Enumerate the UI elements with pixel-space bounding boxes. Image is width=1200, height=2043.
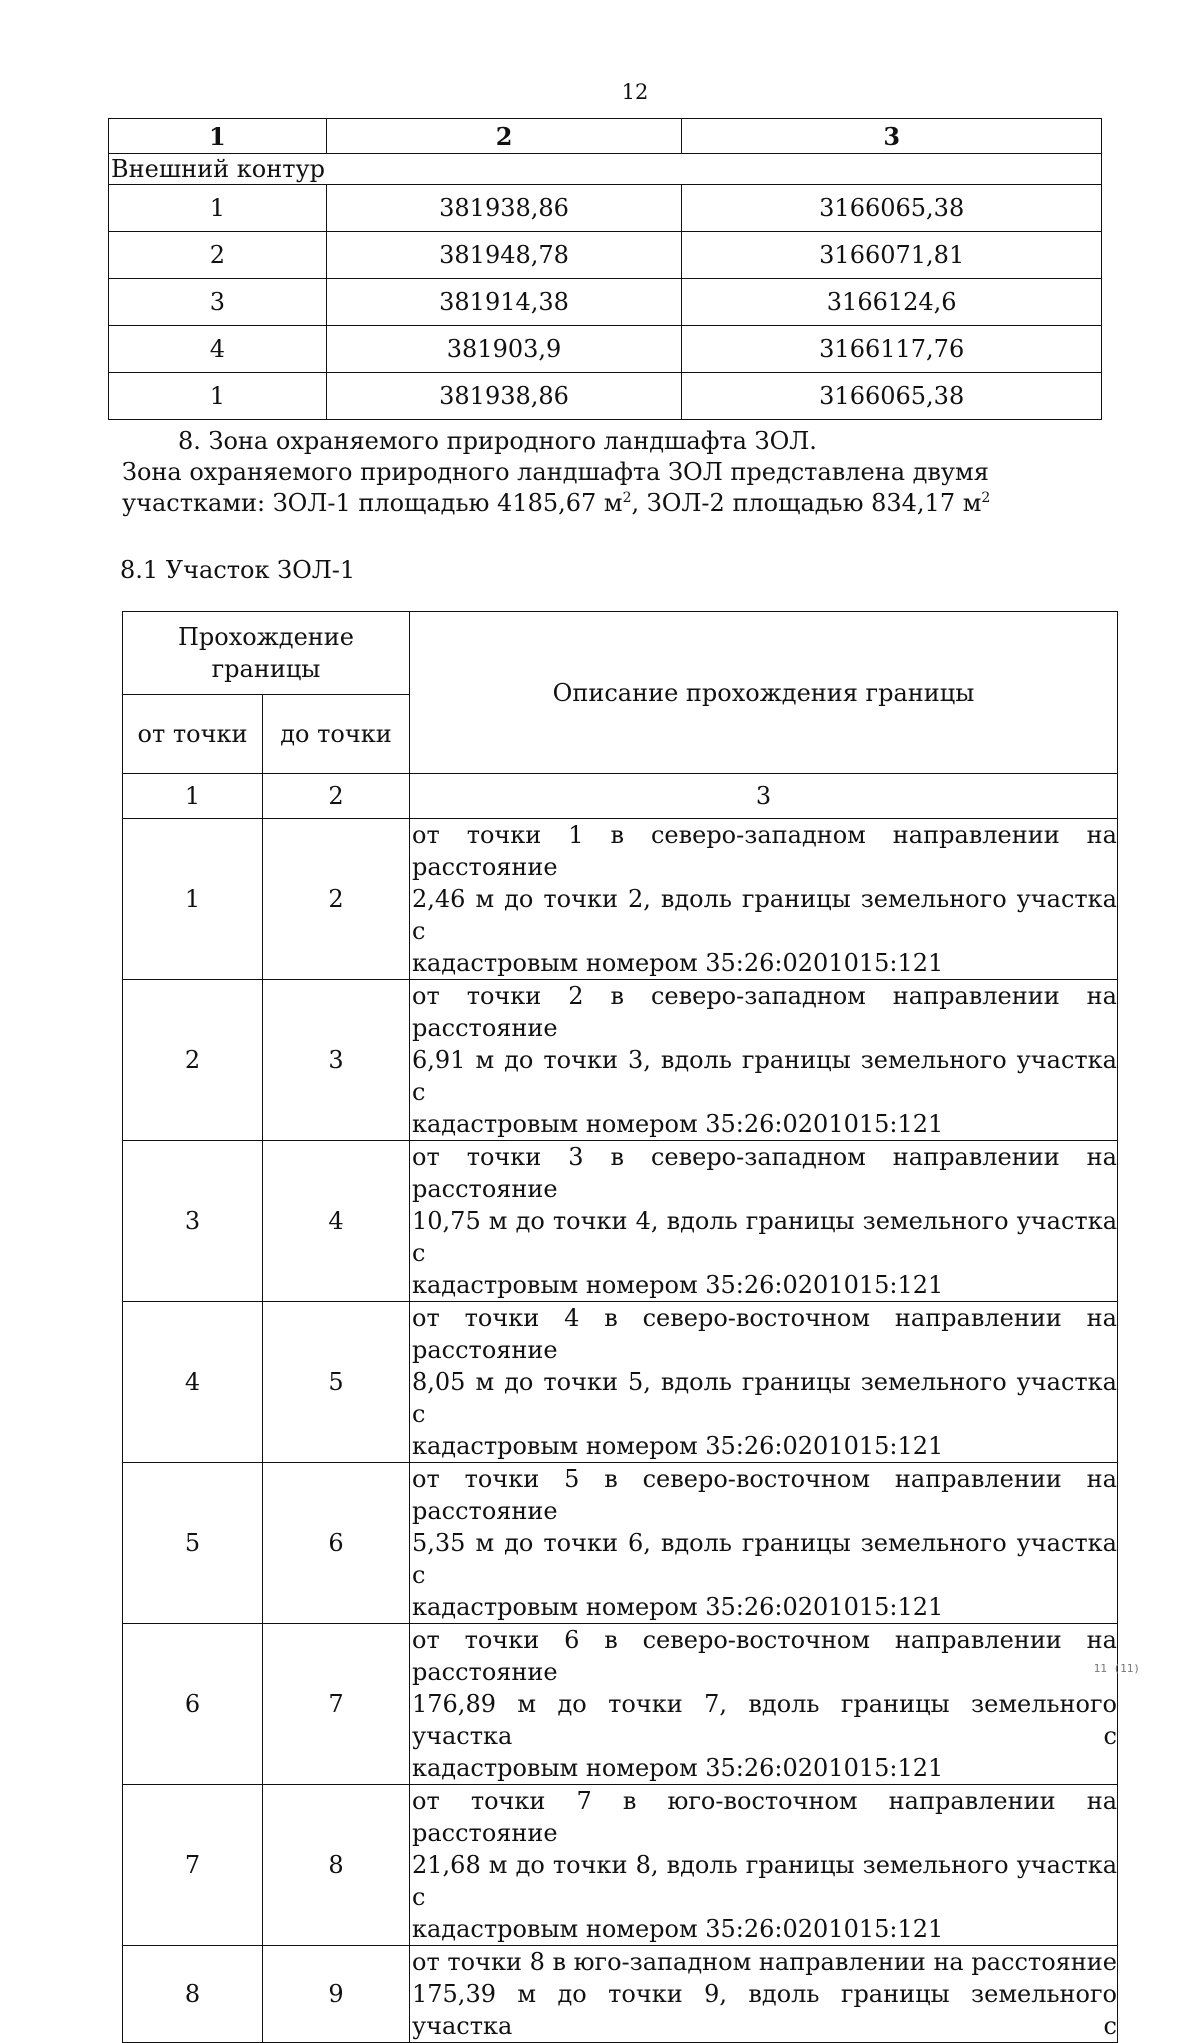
table-cell: 1 [109,373,327,420]
column-number: 2 [263,774,410,819]
table-row [123,1785,1118,1946]
table-cell: 3166065,38 [682,185,1102,232]
description-header: Описание прохождения границы [410,612,1118,774]
passage-header: Прохождение границы [123,612,410,695]
coordinates-header-cell: 2 [326,119,682,154]
description-line: кадастровым номером 35:26:0201015:121 [412,1915,944,1943]
table-row [123,819,1118,980]
to-point-cell: 6 [263,1463,410,1624]
description-line: кадастровым номером 35:26:0201015:121 [412,1593,944,1621]
from-point-cell: 7 [123,1785,263,1946]
table-cell: 3166124,6 [682,279,1102,326]
description-line: от точки 5 в северо-восточном направлении на расстояние [412,1465,1117,1525]
page-number: 12 [621,80,649,104]
description-line: кадастровым номером 35:26:0201015:121 [412,949,944,977]
from-point-cell: 6 [123,1624,263,1785]
section-text-part: Зона охраняемого природного ландшафта ЗОЛ представлена двумя участками: ЗОЛ-1 площадью 4185,67 м [122,458,989,517]
coordinates-header-cell: 3 [682,119,1102,154]
section-label-row [109,154,1102,185]
table-cell: 381938,86 [326,185,682,232]
description-cell [410,980,1118,1141]
description-line: от точки 4 в северо-восточном направлении на расстояние [412,1304,1117,1364]
to-point-header: до точки [263,695,410,774]
coordinates-header-row [109,119,1102,154]
table-row [123,1141,1118,1302]
description-cell [410,1141,1118,1302]
subsection-heading: 8.1 Участок ЗОЛ-1 [120,556,356,584]
description-cell [410,1302,1118,1463]
to-point-cell: 7 [263,1624,410,1785]
table-row [123,1946,1118,2043]
footer-mark: 11 (11) [1093,1662,1140,1675]
table-row [123,1463,1118,1624]
description-line: от точки 6 в северо-восточном направлении на расстояние [412,1626,1117,1686]
section-text [122,457,1122,519]
from-point-header: от точки [123,695,263,774]
description-cell [410,1785,1118,1946]
description-line: 175,39 м до точки 9, вдоль границы земельного участка с [412,1980,1117,2040]
description-line: 8,05 м до точки 5, вдоль границы земельного участка с [412,1368,1117,1428]
description-line: кадастровым номером 35:26:0201015:121 [412,1110,944,1138]
description-line: 21,68 м до точки 8, вдоль границы земельного участка с [412,1851,1117,1911]
table-row [123,1302,1118,1463]
from-point-cell: 5 [123,1463,263,1624]
table-cell: 2 [109,232,327,279]
coordinates-header-cell: 1 [109,119,327,154]
table-row [109,185,1102,232]
from-point-cell: 2 [123,980,263,1141]
description-line: от точки 2 в северо-западном направлении на расстояние [412,982,1117,1042]
table-cell: 381948,78 [326,232,682,279]
table-cell: 381914,38 [326,279,682,326]
column-number: 3 [410,774,1118,819]
table-cell: 3166117,76 [682,326,1102,373]
to-point-cell: 4 [263,1141,410,1302]
outer-contour-label: Внешний контур [109,154,1102,185]
to-point-cell: 5 [263,1302,410,1463]
table-row [109,232,1102,279]
description-cell [410,1463,1118,1624]
from-point-cell: 8 [123,1946,263,2043]
table-row [109,279,1102,326]
description-line: от точки 3 в северо-западном направлении на расстояние [412,1143,1117,1203]
superscript: 2 [622,490,632,506]
table-row [123,980,1118,1141]
boundary-header-row [123,612,1118,695]
table-row [109,326,1102,373]
table-cell: 4 [109,326,327,373]
table-row [109,373,1102,420]
column-number: 1 [123,774,263,819]
description-line: 10,75 м до точки 4, вдоль границы земельного участка с [412,1207,1117,1267]
section-text-part: , ЗОЛ-2 площадью 834,17 м [631,489,982,517]
description-line: от точки 1 в северо-западном направлении на расстояние [412,821,1117,881]
description-line: кадастровым номером 35:26:0201015:121 [412,1754,944,1782]
description-line: 6,91 м до точки 3, вдоль границы земельного участка с [412,1046,1117,1106]
boundary-table [122,611,1118,2043]
section-heading: 8. Зона охраняемого природного ландшафта ЗОЛ. [178,427,817,455]
description-line: от точки 8 в юго-западном направлении на расстояние [412,1948,1117,1976]
from-point-cell: 4 [123,1302,263,1463]
table-cell: 381903,9 [326,326,682,373]
description-cell [410,1624,1118,1785]
to-point-cell: 3 [263,980,410,1141]
table-cell: 3 [109,279,327,326]
description-line: 2,46 м до точки 2, вдоль границы земельного участка с [412,885,1117,945]
coordinates-table [108,118,1102,420]
description-cell [410,1946,1118,2043]
table-row [123,1624,1118,1785]
from-point-cell: 3 [123,1141,263,1302]
table-cell: 3166065,38 [682,373,1102,420]
description-cell [410,819,1118,980]
description-line: 5,35 м до точки 6, вдоль границы земельного участка с [412,1529,1117,1589]
column-number-row [123,774,1118,819]
description-line: кадастровым номером 35:26:0201015:121 [412,1271,944,1299]
table-cell: 3166071,81 [682,232,1102,279]
from-point-cell: 1 [123,819,263,980]
superscript: 2 [981,490,991,506]
description-line: кадастровым номером 35:26:0201015:121 [412,1432,944,1460]
description-line: 176,89 м до точки 7, вдоль границы земельного участка с [412,1690,1117,1750]
to-point-cell: 8 [263,1785,410,1946]
table-cell: 1 [109,185,327,232]
table-cell: 381938,86 [326,373,682,420]
to-point-cell: 2 [263,819,410,980]
to-point-cell: 9 [263,1946,410,2043]
description-line: от точки 7 в юго-восточном направлении на расстояние [412,1787,1117,1847]
